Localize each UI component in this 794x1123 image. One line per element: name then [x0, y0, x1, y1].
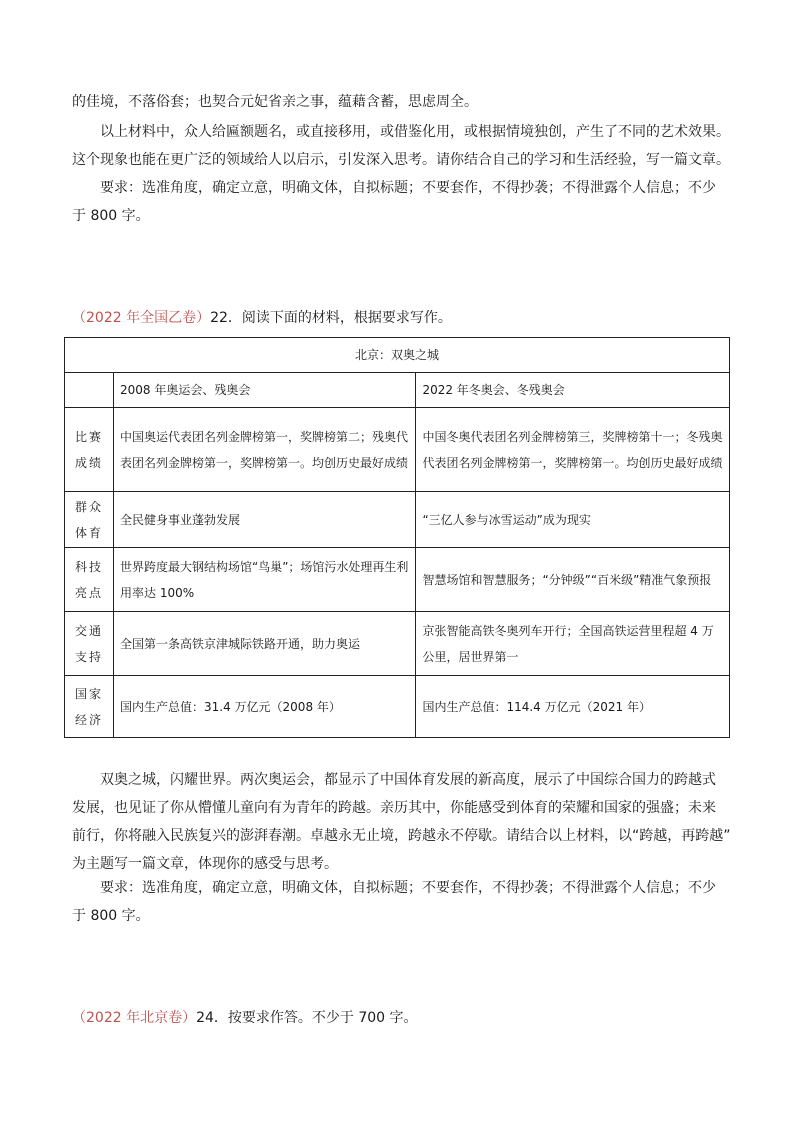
- question-24-source: （2022 年北京卷）: [72, 1010, 197, 1026]
- question-24-heading: [72, 1004, 418, 1032]
- cell-2022-competition: 中国冬奥代表团名列金牌榜第三，奖牌榜第十一；冬残奥代表团名列金牌榜第一，奖牌榜第一。均创历史最好成绩: [416, 408, 730, 492]
- intro-line-2: 以上材料中，众人给匾额题名，或直接移用，或借鉴化用，或根据情境独创，产生了不同的艺术效果。: [100, 124, 730, 140]
- question-24-prompt: 24．按要求作答。不少于 700 字。: [196, 1010, 418, 1026]
- cell-2008-technology: 世界跨度最大钢结构场馆“鸟巢”；场馆污水处理再生利用率达 100%: [114, 548, 416, 612]
- intro-line-3: 这个现象也能在更广泛的领域给人以启示，引发深入思考。请你结合自己的学习和生活经验，写一篇文章。: [72, 152, 730, 168]
- cell-2022-public-sports: “三亿人参与冰雪运动”成为现实: [416, 492, 730, 548]
- row-label-competition: 比赛成绩: [65, 408, 114, 492]
- material-paragraph-line-3: 前行，你将融入民族复兴的澎湃春潮。卓越永无止境，跨越永不停歇。请结合以上材料，以“跨越，再跨越”: [72, 828, 731, 844]
- cell-2008-economy: 国内生产总值：31.4 万亿元（2008 年）: [114, 676, 416, 738]
- cell-2008-transport: 全国第一条高铁京津城际铁路开通，助力奥运: [114, 612, 416, 676]
- material-paragraph-line-4: 为主题写一篇文章，体现你的感受与思考。: [72, 856, 338, 872]
- requirement-line-2: 于 800 字。: [72, 208, 150, 224]
- intro-line-1: 的佳境，不落俗套；也契合元妃省亲之事，蕴藉含蓄，思虑周全。: [72, 94, 478, 110]
- requirement-line-1: 要求：选准角度，确定立意，明确文体，自拟标题；不要套作，不得抄袭；不得泄露个人信息；不少: [100, 180, 716, 196]
- table-row: [65, 548, 730, 612]
- question-22-requirement-line-1: 要求：选准角度，确定立意，明确文体，自拟标题；不要套作，不得抄袭；不得泄露个人信息；不少: [100, 880, 716, 896]
- table-row: [65, 676, 730, 738]
- table-caption: 北京：双奥之城: [65, 338, 730, 373]
- cell-2022-transport: 京张智能高铁冬奥列车开行；全国高铁运营里程超 4 万公里，居世界第一: [416, 612, 730, 676]
- row-label-economy: 国家经济: [65, 676, 114, 738]
- cell-2022-technology: 智慧场馆和智慧服务；“分钟级”“百米级”精准气象预报: [416, 548, 730, 612]
- row-label-technology: 科技亮点: [65, 548, 114, 612]
- cell-2008-competition: 中国奥运代表团名列金牌榜第一，奖牌榜第二；残奥代表团名列金牌榜第一，奖牌榜第一。均创历史最好成绩: [114, 408, 416, 492]
- column-header-2008: 2008 年奥运会、残奥会: [114, 373, 416, 408]
- row-label-public-sports: 群众体育: [65, 492, 114, 548]
- material-paragraph-line-2: 发展，也见证了你从懵懂儿童向有为青年的跨越。亲历其中，你能感受到体育的荣耀和国家的强盛；未来: [72, 800, 716, 816]
- cell-2022-economy: 国内生产总值：114.4 万亿元（2021 年）: [416, 676, 730, 738]
- question-22-heading: [72, 304, 452, 332]
- material-paragraph-line-1: 双奥之城，闪耀世界。两次奥运会，都显示了中国体育发展的新高度，展示了中国综合国力的跨越式: [100, 772, 716, 788]
- table-corner-cell: [65, 373, 114, 408]
- column-header-2022: 2022 年冬奥会、冬残奥会: [416, 373, 730, 408]
- question-22-prompt: 22．阅读下面的材料，根据要求写作。: [210, 310, 452, 326]
- table-row: [65, 408, 730, 492]
- row-label-transport: 交通支持: [65, 612, 114, 676]
- question-22-requirement-line-2: 于 800 字。: [72, 908, 150, 924]
- table-row: [65, 612, 730, 676]
- materials-table: [64, 337, 730, 738]
- table-row: [65, 492, 730, 548]
- cell-2008-public-sports: 全民健身事业蓬勃发展: [114, 492, 416, 548]
- question-22-source: （2022 年全国乙卷）: [72, 310, 211, 326]
